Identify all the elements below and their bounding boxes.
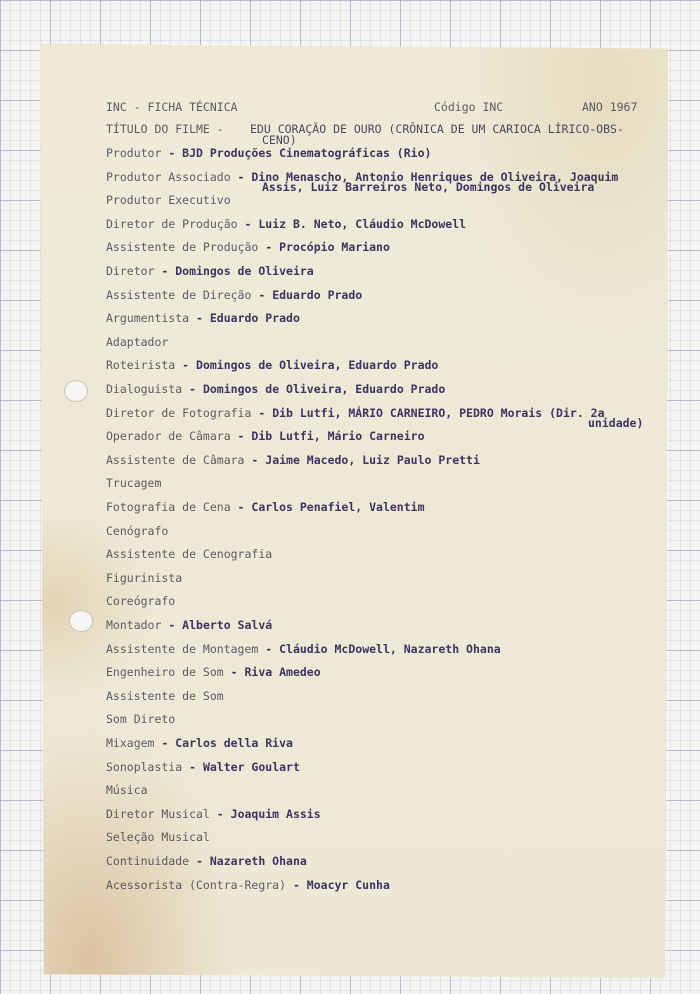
credit-name-value: Eduardo Prado xyxy=(272,288,363,302)
credit-role-label: Assistente de Cenografia xyxy=(106,547,273,561)
credit-role-label: Diretor de Fotografia xyxy=(106,406,252,420)
credit-name-value: Domingos de Oliveira, Eduardo Prado xyxy=(202,382,446,396)
credit-separator: - xyxy=(244,453,266,467)
credit-role-label: Assistente de Câmara xyxy=(106,453,245,467)
credit-separator: - xyxy=(230,429,252,443)
credit-separator: - xyxy=(251,406,273,420)
credit-row xyxy=(106,358,680,372)
credit-role-label: Produtor Executivo xyxy=(106,193,231,207)
credit-row xyxy=(106,783,680,797)
credit-role-label: Seleção Musical xyxy=(106,830,210,844)
credit-role-label: Som Direto xyxy=(106,712,176,726)
credit-separator: - xyxy=(182,760,203,774)
credit-role-label: Produtor xyxy=(106,146,162,160)
credit-row xyxy=(106,524,680,538)
code-label: Código INC xyxy=(434,100,504,114)
credit-row xyxy=(106,760,680,774)
punch-hole xyxy=(69,610,93,632)
credit-name-value: Domingos de Oliveira xyxy=(175,264,314,278)
credit-separator: - xyxy=(182,382,203,396)
credit-separator: - xyxy=(154,736,176,750)
credit-name-value: Domingos de Oliveira, Eduardo Prado xyxy=(196,358,439,372)
credit-role-label: Sonoplastia xyxy=(106,760,183,774)
credit-name-value: Dino Menascho, Antonio Henriques de Oliveira, Joaquim xyxy=(251,170,619,184)
credit-role-label: Cenógrafo xyxy=(106,524,169,538)
credit-role-label: Fotografia de Cena xyxy=(106,500,231,514)
credit-separator: - xyxy=(189,854,210,868)
credit-role-label: Figurinista xyxy=(106,571,183,585)
credit-role-label: Assistente de Direção xyxy=(106,288,252,302)
credit-row xyxy=(106,807,680,821)
credit-row xyxy=(106,594,680,608)
credit-role-label: Produtor Associado xyxy=(106,170,231,184)
credit-row xyxy=(106,453,680,467)
credit-separator: - xyxy=(286,878,307,892)
credit-name-value: Jaime Macedo, Luiz Paulo Pretti xyxy=(265,453,480,467)
credit-name-value: Luiz B. Neto, Cláudio McDowell xyxy=(258,217,467,231)
credit-row xyxy=(106,618,680,632)
credit-name-value: BJD Produções Cinematográficas (Rio) xyxy=(182,146,432,160)
credit-separator: - xyxy=(154,264,176,278)
credit-row xyxy=(106,689,680,703)
credit-name-value: Nazareth Ohana xyxy=(209,854,307,868)
credit-role-label: Diretor xyxy=(106,264,155,278)
credit-row xyxy=(106,500,680,514)
credit-row xyxy=(106,830,680,844)
credit-row xyxy=(106,217,680,231)
credit-role-label: Música xyxy=(106,783,148,797)
credit-separator: - xyxy=(237,217,259,231)
credit-role-label: Assistente de Som xyxy=(106,689,224,703)
credit-separator: - xyxy=(230,170,252,184)
credit-row xyxy=(106,429,680,443)
film-title-value-cont: CENO) xyxy=(262,133,297,147)
credit-role-label: Dialoguista xyxy=(106,382,183,396)
credit-row xyxy=(106,264,680,278)
credit-separator: - xyxy=(175,358,197,372)
credit-name-continuation: Assis, Luiz Barreiros Neto, Domingos de Oliveira xyxy=(262,180,595,194)
credit-separator: - xyxy=(161,618,183,632)
credit-name-value: Joaquim Assis xyxy=(230,807,321,821)
credit-name-continuation: unidade) xyxy=(588,416,644,430)
credit-row xyxy=(106,712,680,726)
credit-separator: - xyxy=(258,642,280,656)
credit-name-value: Procópio Mariano xyxy=(279,240,390,254)
credit-separator: - xyxy=(230,500,252,514)
credit-row xyxy=(106,311,680,325)
credit-role-label: Diretor de Produção xyxy=(106,217,238,231)
punch-hole xyxy=(64,380,88,402)
credit-role-label: Coreógrafo xyxy=(106,594,176,608)
credit-role-label: Adaptador xyxy=(106,335,169,349)
credit-role-label: Operador de Câmara xyxy=(106,429,231,443)
credit-role-label: Assistente de Montagem xyxy=(106,642,259,656)
credit-row xyxy=(106,665,680,679)
credit-row xyxy=(106,642,680,656)
credit-row xyxy=(106,288,680,302)
credit-role-label: Continuidade xyxy=(106,854,190,868)
credit-row xyxy=(106,335,680,349)
credit-separator: - xyxy=(189,311,210,325)
credit-row xyxy=(106,193,680,207)
credit-role-label: Diretor Musical xyxy=(106,807,210,821)
credit-row xyxy=(106,571,680,585)
credit-role-label: Trucagem xyxy=(106,476,162,490)
credit-name-value: Riva Amedeo xyxy=(244,665,321,679)
credit-name-value: Moacyr Cunha xyxy=(306,878,390,892)
credit-name-value: Eduardo Prado xyxy=(209,311,300,325)
credit-role-label: Argumentista xyxy=(106,311,190,325)
credit-separator: - xyxy=(251,288,273,302)
credit-name-value: Carlos Penafiel, Valentim xyxy=(251,500,425,514)
credit-role-label: Acessorista (Contra-Regra) xyxy=(106,878,287,892)
credit-separator: - xyxy=(209,807,231,821)
film-title-value: EDU CORAÇÃO DE OURO (CRÔNICA DE UM CARIOCA LÍRICO-OBS- xyxy=(250,122,624,136)
credit-row xyxy=(106,854,680,868)
credit-name-value: Walter Goulart xyxy=(202,760,300,774)
credit-role-label: Assistente de Produção xyxy=(106,240,259,254)
credit-row xyxy=(106,382,680,396)
credit-row xyxy=(106,476,680,490)
credit-role-label: Engenheiro de Som xyxy=(106,665,224,679)
credit-role-label: Roteirista xyxy=(106,358,176,372)
credit-role-label: Montador xyxy=(106,618,162,632)
credit-name-value: Dib Lutfi, MÁRIO CARNEIRO, PEDRO Morais (Dir. 2a xyxy=(272,406,605,420)
year-label: ANO 1967 xyxy=(582,100,638,114)
credit-name-value: Alberto Salvá xyxy=(182,618,273,632)
credit-role-label: Mixagem xyxy=(106,736,155,750)
credit-row xyxy=(106,547,680,561)
film-title-label: TÍTULO DO FILME - xyxy=(106,122,224,136)
credit-row xyxy=(106,240,680,254)
credit-name-value: Dib Lutfi, Mário Carneiro xyxy=(251,429,425,443)
credit-name-value: Cláudio McDowell, Nazareth Ohana xyxy=(279,642,501,656)
credit-row xyxy=(106,878,680,892)
credit-row xyxy=(106,146,680,160)
form-header: INC - FICHA TÉCNICA xyxy=(106,100,238,114)
credit-separator: - xyxy=(258,240,280,254)
credit-name-value: Carlos della Riva xyxy=(175,736,293,750)
credit-separator: - xyxy=(161,146,183,160)
credit-row xyxy=(106,736,680,750)
credit-separator: - xyxy=(223,665,245,679)
